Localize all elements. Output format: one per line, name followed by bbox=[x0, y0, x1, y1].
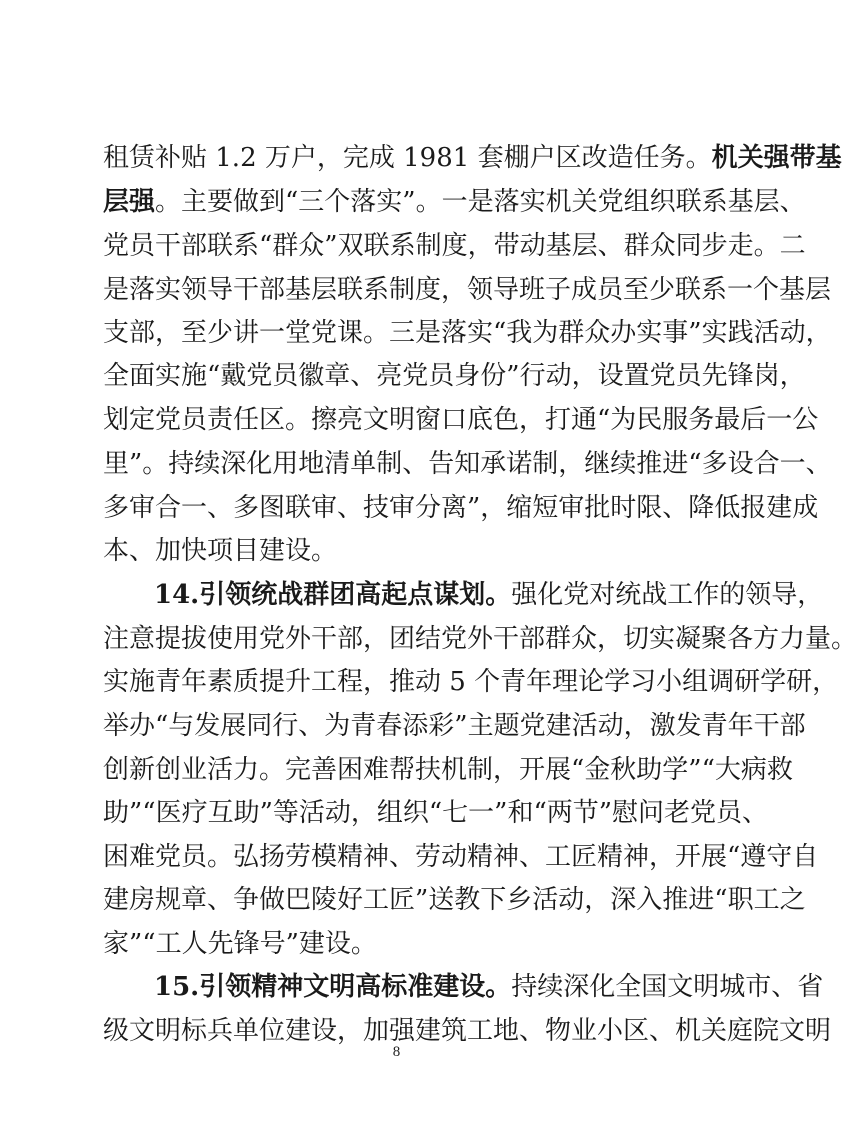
line-text: 强化党对统战工作的领导， bbox=[511, 580, 824, 610]
paragraph-2-line-8: 建房规章、争做巴陵好工匠”送教下乡活动，深入推进“职工之 bbox=[103, 885, 806, 915]
line-text: 租赁补贴 1.2 万户，完成 1981 套棚户区改造任务。 bbox=[103, 143, 712, 173]
line-text: 持续深化全国文明城市、省 bbox=[511, 972, 824, 1002]
paragraph-2-line-6: 助”“医疗互助”等活动，组织“七一”和“两节”慰问老党员、 bbox=[103, 798, 769, 828]
paragraph-3-line-1 bbox=[154, 967, 824, 1007]
paragraph-1-line-10: 本、加快项目建设。 bbox=[103, 536, 338, 566]
paragraph-2-line-9: 家”“工人先锋号”建设。 bbox=[103, 929, 377, 959]
paragraph-2-line-7: 困难党员。弘扬劳模精神、劳动精神、工匠精神，开展“遵守自 bbox=[103, 842, 819, 872]
paragraph-1-line-5: 支部，至少讲一堂党课。三是落实“我为群众办实事”实践活动， bbox=[103, 318, 832, 348]
paragraph-1-line-7: 划定党员责任区。擦亮文明窗口底色，打通“为民服务最后一公 bbox=[103, 405, 819, 435]
bold-heading-text: 14.引领统战群团高起点谋划。 bbox=[154, 580, 512, 610]
paragraph-1-line-4: 是落实领导干部基层联系制度，领导班子成员至少联系一个基层 bbox=[103, 275, 832, 305]
paragraph-2-line-1 bbox=[154, 575, 824, 615]
bold-heading-text: 机关强带基 bbox=[711, 143, 842, 173]
bold-heading-text: 层强 bbox=[103, 187, 156, 217]
paragraph-1-line-3: 党员干部联系“群众”双联系制度，带动基层、群众同步走。二 bbox=[103, 231, 806, 261]
paragraph-3-line-2: 级文明标兵单位建设，加强建筑工地、物业小区、机关庭院文明 bbox=[103, 1016, 832, 1046]
paragraph-1-line-1 bbox=[103, 138, 842, 178]
paragraph-2-line-5: 创新创业活力。完善困难帮扶机制，开展“金秋助学”“大病救 bbox=[103, 755, 793, 785]
bold-heading-text: 15.引领精神文明高标准建设。 bbox=[154, 972, 512, 1002]
paragraph-2-line-2: 注意提拔使用党外干部，团结党外干部群众，切实凝聚各方力量。 bbox=[103, 624, 857, 654]
line-text: 。主要做到“三个落实”。一是落实机关党组织联系基层、 bbox=[155, 187, 806, 217]
paragraph-1-line-9: 多审合一、多图联审、技审分离”，缩短审批时限、降低报建成 bbox=[103, 493, 819, 523]
paragraph-1-line-2 bbox=[103, 182, 806, 222]
paragraph-1-line-6: 全面实施“戴党员徽章、亮党员身份”行动，设置党员先锋岗， bbox=[103, 361, 806, 391]
page-number: 8 bbox=[392, 1044, 401, 1060]
paragraph-2-line-4: 举办“与发展同行、为青春添彩”主题党建活动，激发青年干部 bbox=[103, 711, 806, 741]
paragraph-2-line-3: 实施青年素质提升工程，推动 5 个青年理论学习小组调研学研， bbox=[103, 667, 839, 697]
paragraph-1-line-8: 里”。持续深化用地清单制、告知承诺制，继续推进“多设合一、 bbox=[103, 449, 832, 479]
